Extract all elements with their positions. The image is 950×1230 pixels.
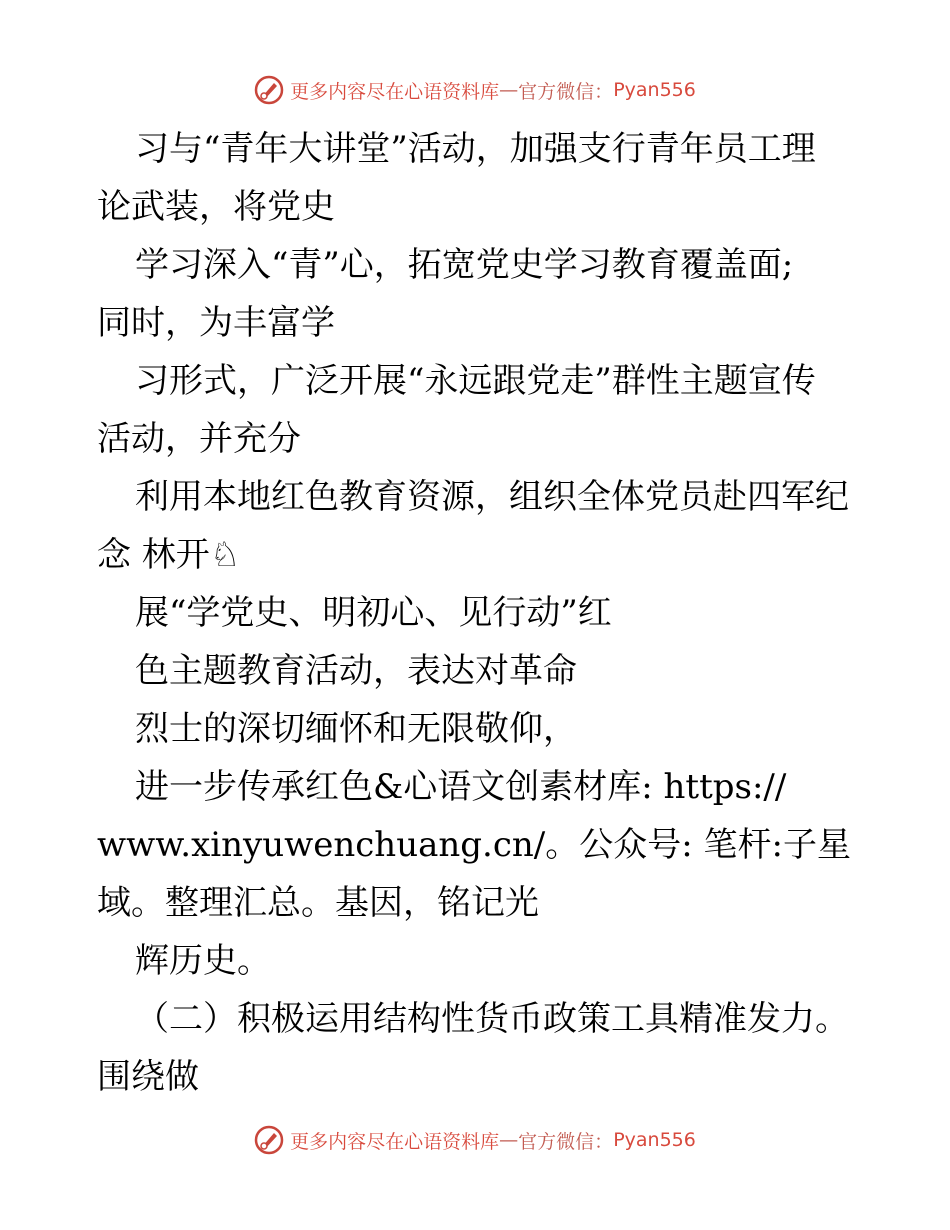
body-line: www.xinyuwenchuang.cn/。公众号: 笔杆:子星 xyxy=(97,825,851,865)
section-heading: （二）积极运用结构性货币政策工具精准发力。 xyxy=(135,999,849,1039)
body-line: 域。整理汇总。基因，铭记光 xyxy=(97,883,539,923)
header-banner-sub: 官方微信： xyxy=(518,80,614,103)
header-banner xyxy=(0,70,950,110)
body-line xyxy=(97,526,240,584)
logo-icon xyxy=(254,75,284,105)
footer-banner-text: 更多内容尽在心语资料库 xyxy=(290,1130,500,1153)
body-line: 学习深入“青”心，拓宽党史学习教育覆盖面; xyxy=(135,245,794,285)
footer-banner xyxy=(0,1120,950,1160)
header-banner-wechat: Pyan556 xyxy=(613,79,696,101)
footer-banner-separator: — xyxy=(499,1129,519,1151)
header-banner-separator: — xyxy=(499,79,519,101)
footer-banner-wechat: Pyan556 xyxy=(613,1129,696,1151)
body-line: 辉历史。 xyxy=(135,941,271,981)
body-line: 进一步传承红色&心语文创素材库: https:// xyxy=(135,767,787,807)
logo-icon xyxy=(254,1125,284,1155)
body-line: 习形式，广泛开展“永远跟党走”群性主题宣传 xyxy=(135,361,816,401)
body-line: 烈士的深切缅怀和无限敬仰， xyxy=(135,709,577,749)
chess-knight-icon: ♘ xyxy=(209,535,241,575)
body-line: 展“学党史、明初心、见行动”红 xyxy=(135,593,612,633)
header-banner-text: 更多内容尽在心语资料库 xyxy=(290,80,500,103)
body-line: 同时，为丰富学 xyxy=(97,303,335,343)
body-line: 论武装，将党史 xyxy=(97,187,335,227)
body-line: 围绕做 xyxy=(97,1057,199,1097)
body-line-text: 念 林开 xyxy=(97,535,210,575)
body-line: 色主题教育活动，表达对革命 xyxy=(135,651,577,691)
body-line: 习与“青年大讲堂”活动，加强支行青年员工理 xyxy=(135,129,816,169)
body-line: 利用本地红色教育资源，组织全体党员赴四军纪 xyxy=(135,477,849,517)
body-line: 活动，并充分 xyxy=(97,419,301,459)
footer-banner-sub: 官方微信： xyxy=(518,1130,614,1153)
